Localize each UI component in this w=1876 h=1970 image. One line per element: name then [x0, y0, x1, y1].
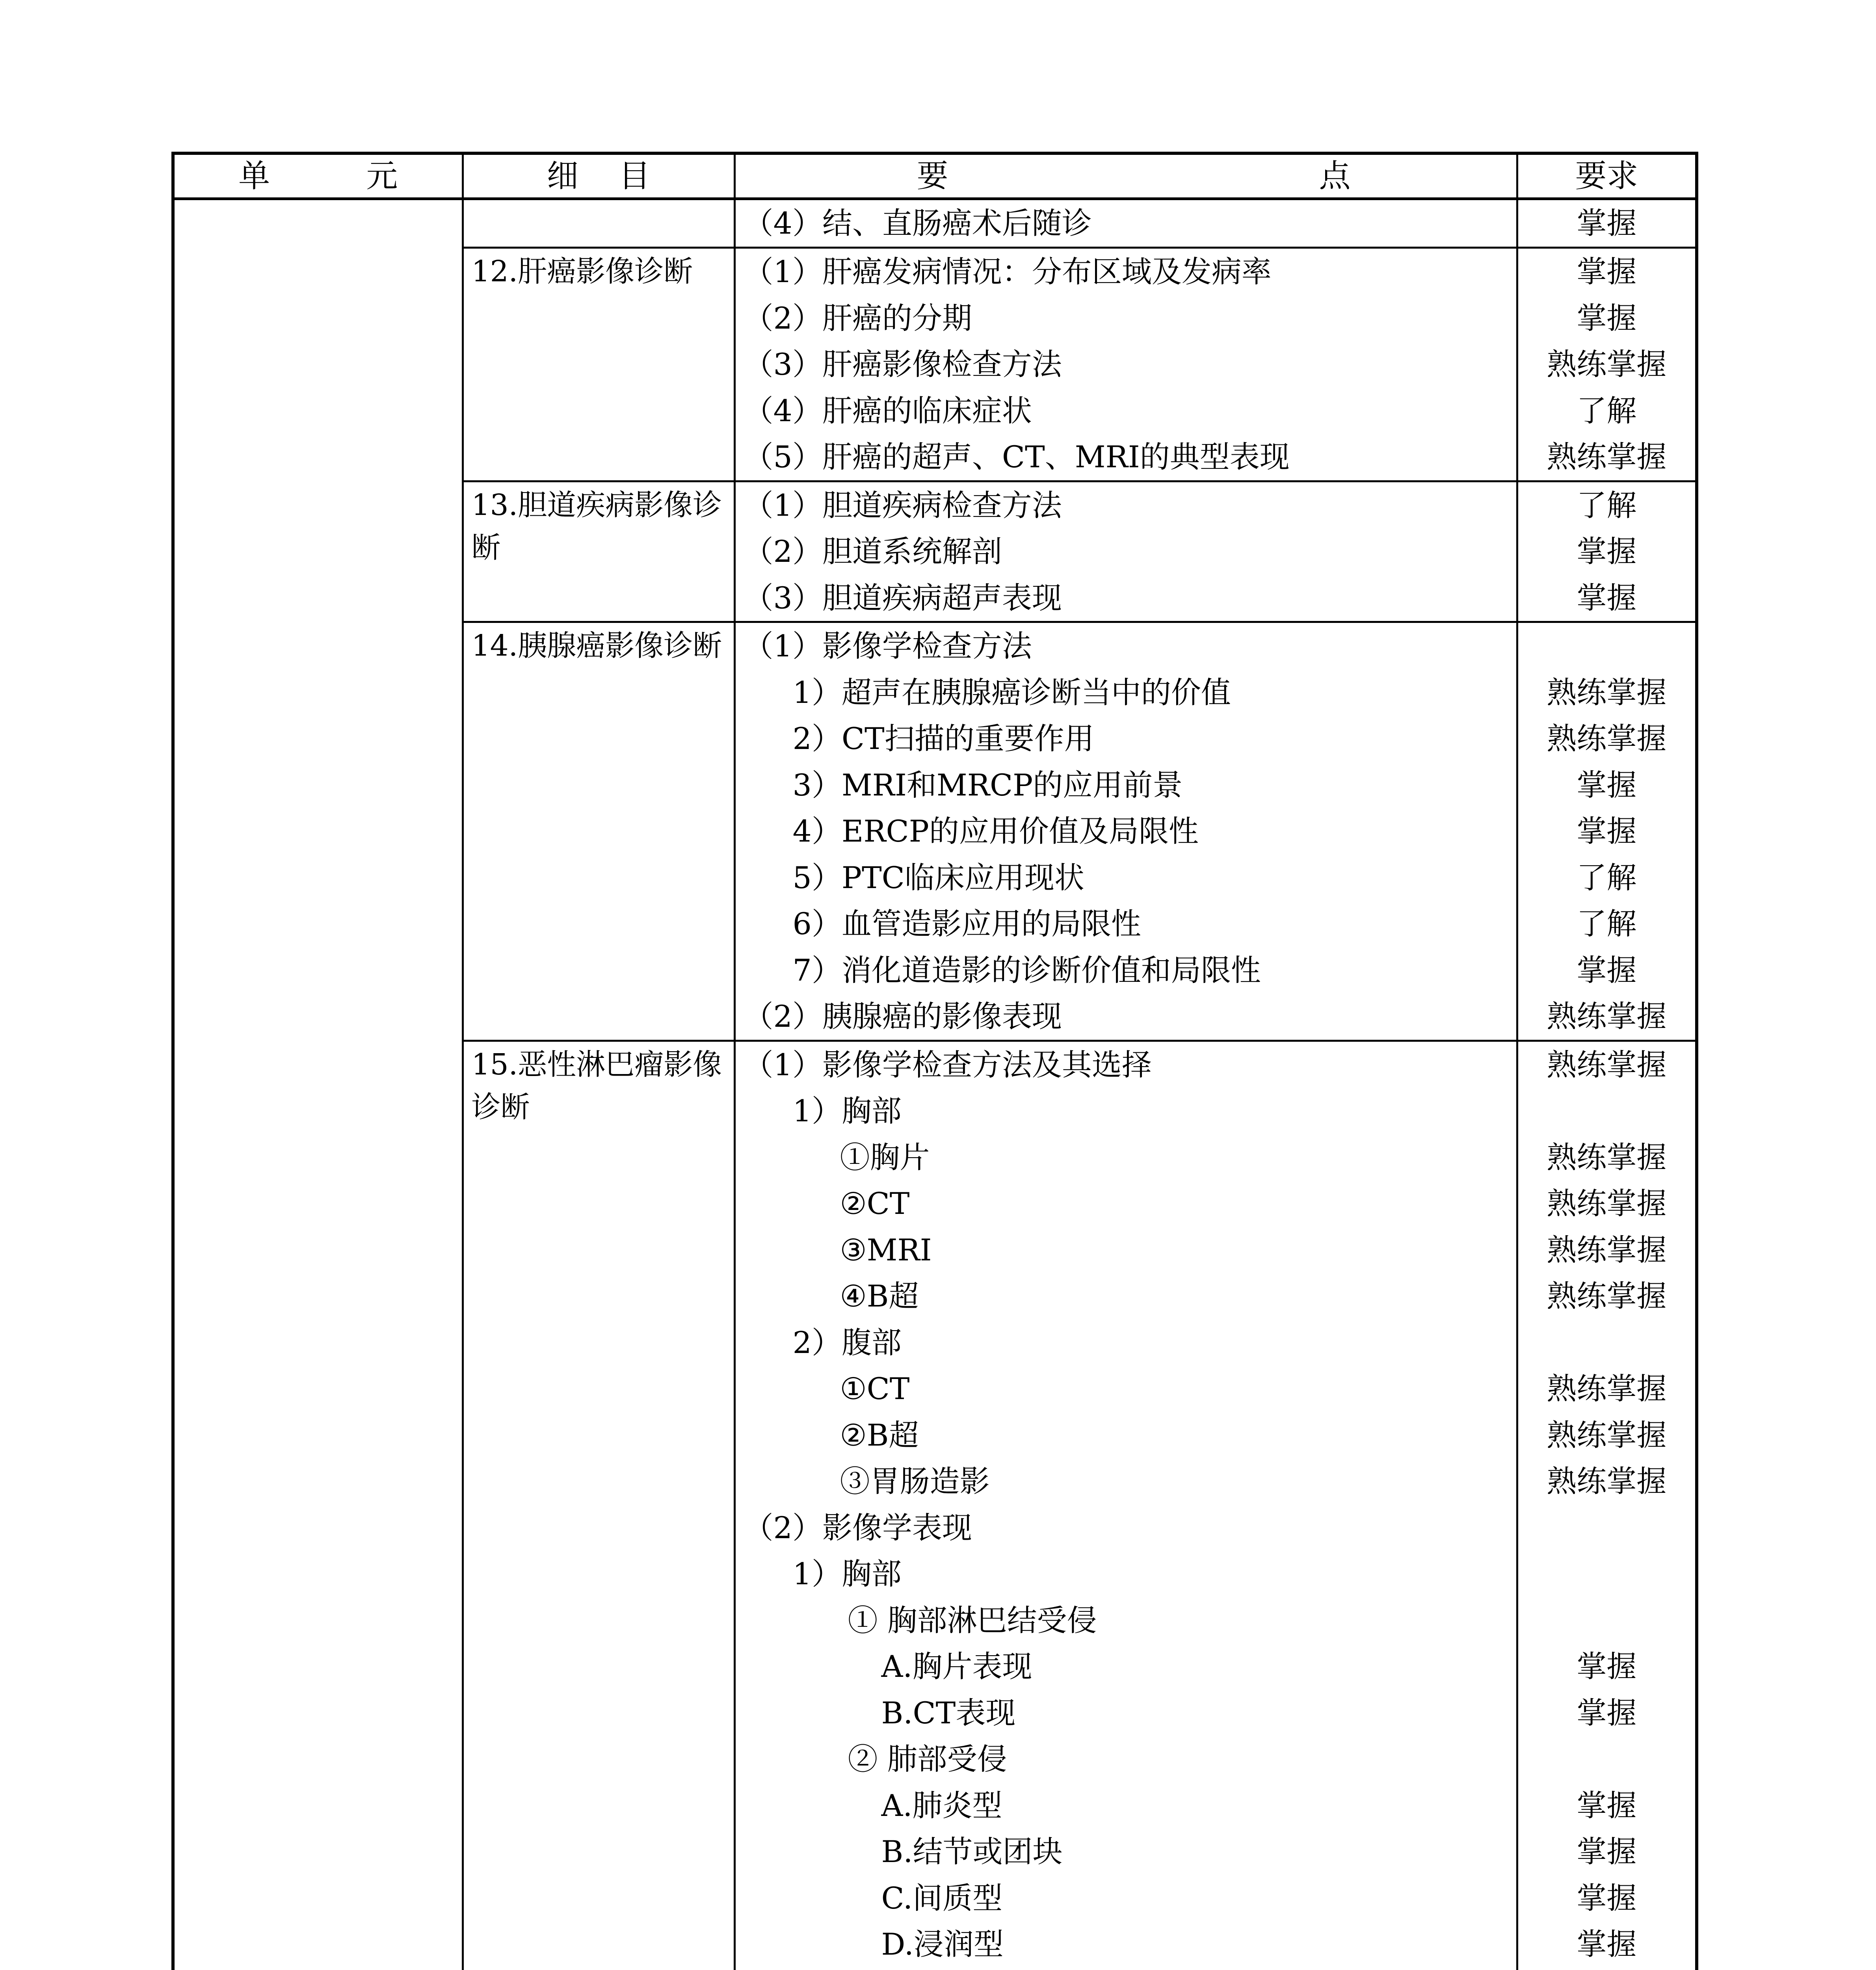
requirement-line [1518, 1088, 1696, 1134]
requirement-line: 熟练掌握 [1547, 999, 1667, 1034]
point-line: A.肺炎型 [881, 1788, 1002, 1823]
point-line: ③胃肠造影 [840, 1464, 990, 1499]
requirement-line: 掌握 [1577, 1927, 1637, 1962]
point-line: 4）ERCP的应用价值及局限性 [792, 814, 1199, 849]
requirement-line: 熟练掌握 [1547, 347, 1667, 382]
requirement-cell [1517, 199, 1697, 248]
requirement-cell [1517, 481, 1697, 622]
header-unit-char: 元 [366, 158, 398, 194]
requirement-line: 掌握 [1577, 254, 1637, 289]
requirement-line [1518, 1736, 1696, 1782]
item-cell [463, 1041, 734, 1970]
point-line: B.CT表现 [881, 1695, 1016, 1730]
requirement-line: 熟练掌握 [1547, 1464, 1667, 1499]
requirement-line [1518, 1505, 1696, 1551]
point-line: ① 胸部淋巴结受侵 [848, 1602, 1097, 1638]
requirement-line [1518, 1597, 1696, 1644]
point-line: （5）肝癌的超声、CT、MRI的典型表现 [743, 439, 1290, 474]
requirement-line: 掌握 [1577, 534, 1637, 569]
requirement-line: 了解 [1577, 393, 1637, 428]
requirement-line: 掌握 [1577, 1788, 1637, 1823]
requirement-line: 掌握 [1577, 1649, 1637, 1684]
point-line: （1）胆道疾病检查方法 [743, 487, 1062, 523]
requirement-line: 熟练掌握 [1547, 1047, 1667, 1082]
requirement-line: 熟练掌握 [1547, 1417, 1667, 1453]
point-line: （2）影像学表现 [743, 1510, 972, 1545]
requirement-line: 掌握 [1577, 814, 1637, 849]
item-title: 14.胰腺癌影像诊断 [471, 629, 722, 663]
point-line: （4）结、直肠癌术后随诊 [743, 206, 1092, 241]
requirement-cell [1517, 622, 1697, 1041]
requirement-line: 掌握 [1577, 580, 1637, 615]
point-line: （1）肝癌发病情况：分布区域及发病率 [743, 254, 1272, 289]
requirement-line [1518, 1320, 1696, 1366]
point-line [736, 1968, 1516, 1970]
requirement-line: 掌握 [1577, 300, 1637, 336]
point-line: 3）MRI和MRCP的应用前景 [792, 767, 1183, 803]
requirement-line: 了解 [1577, 860, 1637, 895]
requirement-line: 熟练掌握 [1547, 1139, 1667, 1175]
point-line: A.胸片表现 [881, 1649, 1032, 1684]
table-row [173, 199, 1697, 248]
header-points [734, 153, 1517, 199]
point-line: ①CT [840, 1371, 910, 1406]
item-title: 12.肝癌影像诊断 [471, 255, 693, 288]
point-line: （2）胰腺癌的影像表现 [743, 999, 1062, 1034]
header-unit [173, 153, 463, 199]
header-item-char: 细 [547, 158, 578, 194]
requirement-line: 掌握 [1577, 1834, 1637, 1869]
requirement-line: 熟练掌握 [1547, 1232, 1667, 1267]
requirement-line: 掌握 [1577, 952, 1637, 988]
item-cell [463, 481, 734, 622]
point-line: 1）胸部 [792, 1093, 902, 1128]
item-cell [463, 622, 734, 1041]
requirement-line: 了解 [1577, 906, 1637, 941]
point-line: D.浸润型 [881, 1927, 1004, 1962]
item-cell [463, 248, 734, 481]
requirement-line: 掌握 [1577, 1880, 1637, 1916]
point-line: （4）肝癌的临床症状 [743, 393, 1032, 428]
item-title: 15.恶性淋巴瘤影像诊断 [471, 1047, 722, 1124]
points-cell [734, 1041, 1517, 1970]
point-line: （1）影像学检查方法 [743, 628, 1032, 663]
point-line: 2）腹部 [792, 1325, 902, 1360]
syllabus-page [171, 152, 1698, 1970]
point-line: 6）血管造影应用的局限性 [792, 906, 1141, 941]
point-line: 1）超声在胰腺癌诊断当中的价值 [792, 675, 1231, 710]
requirement-line: 掌握 [1577, 206, 1637, 241]
header-points-char: 要 [917, 158, 948, 194]
requirement-cell [1517, 248, 1697, 481]
header-item-char: 目 [619, 158, 651, 194]
points-cell [734, 199, 1517, 248]
point-line: ③MRI [840, 1232, 932, 1267]
requirement-line: 熟练掌握 [1547, 675, 1667, 710]
point-line: 7）消化道造影的诊断价值和局限性 [792, 952, 1261, 988]
point-line: 2）CT扫描的重要作用 [792, 721, 1094, 756]
point-line: （1）影像学检查方法及其选择 [743, 1047, 1152, 1082]
requirement-line: 熟练掌握 [1547, 439, 1667, 474]
points-cell [734, 481, 1517, 622]
requirement-line: 熟练掌握 [1547, 1186, 1667, 1221]
item-cell [463, 199, 734, 248]
header-points-char: 点 [1319, 158, 1351, 194]
syllabus-table [171, 152, 1698, 1970]
point-line: B.结节或团块 [881, 1834, 1063, 1869]
requirement-line: 掌握 [1577, 767, 1637, 803]
table-header-row [173, 153, 1697, 199]
header-unit-char: 单 [238, 158, 270, 194]
requirement-line [1518, 623, 1696, 669]
point-line: ②CT [840, 1186, 910, 1221]
point-line: （3）肝癌影像检查方法 [743, 347, 1062, 382]
requirement-line: 熟练掌握 [1547, 1279, 1667, 1314]
item-title: 13.胆道疾病影像诊断 [471, 488, 722, 565]
requirement-line [1518, 1551, 1696, 1597]
requirement-cell [1517, 1041, 1697, 1970]
point-line: ② 肺部受侵 [848, 1741, 1007, 1777]
point-line: 5）PTC临床应用现状 [792, 860, 1084, 895]
requirement-line: 掌握 [1577, 1695, 1637, 1730]
point-line: ②B超 [840, 1417, 919, 1453]
point-line: C.间质型 [881, 1880, 1003, 1916]
requirement-line [1518, 1968, 1696, 1970]
points-cell [734, 248, 1517, 481]
requirement-line: 熟练掌握 [1547, 721, 1667, 756]
point-line: ①胸片 [840, 1139, 930, 1175]
points-cell [734, 622, 1517, 1041]
point-line: （2）胆道系统解剖 [743, 534, 1002, 569]
unit-cell [173, 199, 463, 1970]
requirement-line: 熟练掌握 [1547, 1371, 1667, 1406]
point-line: （3）胆道疾病超声表现 [743, 580, 1062, 615]
requirement-line: 了解 [1577, 487, 1637, 523]
point-line: （2）肝癌的分期 [743, 300, 972, 336]
point-line: ④B超 [840, 1279, 919, 1314]
point-line: 1）胸部 [792, 1556, 902, 1591]
header-item [463, 153, 734, 199]
header-requirement: 要求 [1517, 153, 1697, 199]
